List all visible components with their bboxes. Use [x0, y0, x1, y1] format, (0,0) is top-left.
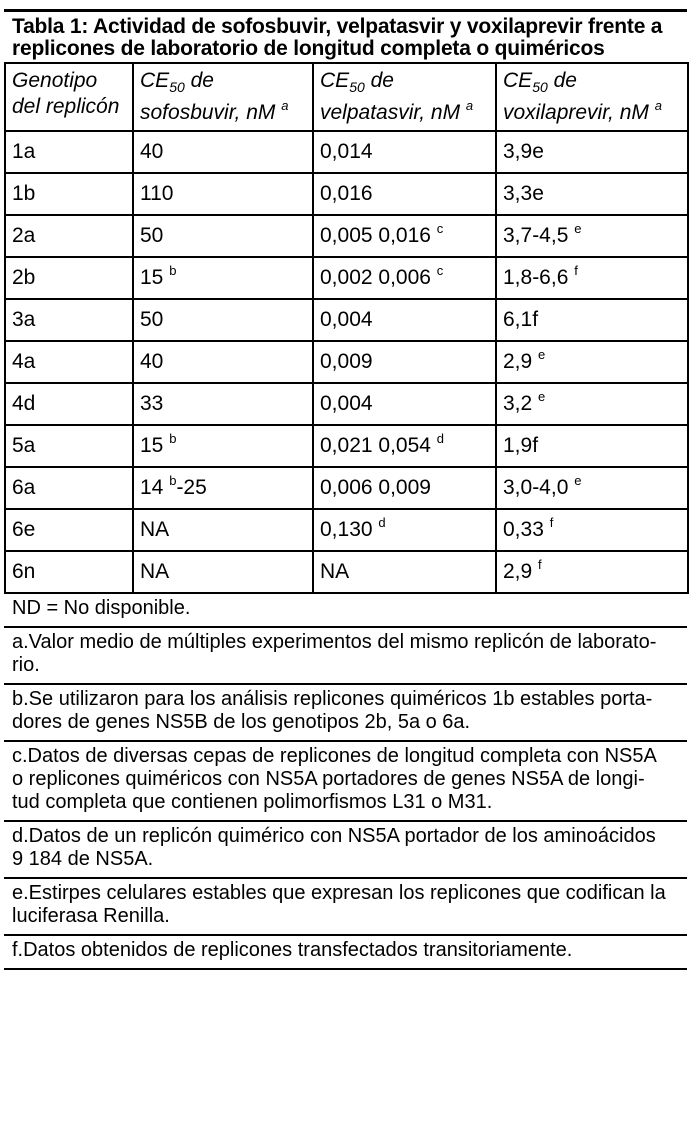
cell-velpatasvir	[313, 551, 496, 593]
cell-voxilaprevir	[496, 299, 688, 341]
footnote: d.Datos de un replicón quimérico con NS5A portador de los aminoácidos 9 184 de NS5A.	[4, 822, 687, 879]
cell-velpatasvir	[313, 215, 496, 257]
cell-value: NA	[140, 560, 170, 583]
cell-velpatasvir	[313, 509, 496, 551]
cell-voxilaprevir	[496, 341, 688, 383]
cell-footnote-mark: f	[574, 263, 578, 278]
cell-footnote-mark: d	[436, 431, 445, 446]
cell-velpatasvir	[313, 173, 496, 215]
cell-value: 4a	[12, 350, 36, 373]
table-row	[5, 131, 688, 173]
cell-value: 0,021 0,054	[320, 434, 437, 457]
cell-value: 3,9e	[503, 140, 544, 163]
table-row	[5, 173, 688, 215]
cell-footnote-mark: e	[574, 221, 582, 236]
cell-value: 6e	[12, 518, 36, 541]
cell-value: 2,9	[503, 560, 539, 583]
cell-voxilaprevir	[496, 173, 688, 215]
header-genotype-line1: Genotipo	[12, 69, 98, 92]
cell-value: 0,004	[320, 392, 373, 415]
header-ce-label: CE	[320, 69, 350, 92]
table-document	[4, 9, 687, 970]
table-row	[5, 509, 688, 551]
cell-value: 2,9	[503, 350, 539, 373]
header-drug-name: voxilaprevir, nM	[503, 101, 655, 124]
cell-footnote-mark: f	[549, 515, 554, 530]
header-ce-label: CE	[503, 69, 533, 92]
cell-value: 14	[140, 476, 170, 499]
cell-value: NA	[140, 518, 170, 541]
header-genotype	[5, 63, 133, 131]
cell-genotype	[5, 383, 133, 425]
cell-sofosbuvir	[133, 257, 313, 299]
cell-value: 6a	[12, 476, 36, 499]
footnote: f.Datos obtenidos de replicones transfectados transitoriamente.	[4, 936, 687, 970]
cell-sofosbuvir	[133, 341, 313, 383]
cell-value: 40	[140, 350, 164, 373]
cell-voxilaprevir	[496, 383, 688, 425]
cell-sofosbuvir	[133, 215, 313, 257]
cell-value: 0,002 0,006	[320, 266, 437, 289]
cell-velpatasvir	[313, 467, 496, 509]
cell-value: 0,005 0,016	[320, 224, 437, 247]
cell-footnote-mark: e	[538, 389, 546, 404]
cell-voxilaprevir	[496, 509, 688, 551]
cell-value: 40	[140, 140, 164, 163]
cell-value: 15	[140, 434, 170, 457]
header-de: de	[184, 69, 214, 92]
cell-value: 0,33	[503, 518, 550, 541]
header-drug-name: sofosbuvir, nM	[140, 101, 282, 124]
cell-genotype	[5, 551, 133, 593]
note-nd: ND = No disponible.	[4, 594, 687, 628]
cell-value: 3,0-4,0	[503, 476, 575, 499]
table-row	[5, 467, 688, 509]
cell-value: 3,7-4,5	[503, 224, 575, 247]
cell-footnote-mark: b	[169, 473, 177, 488]
cell-sofosbuvir	[133, 173, 313, 215]
cell-value: 6,1f	[503, 308, 539, 331]
cell-value: 50	[140, 308, 164, 331]
footnote: c.Datos de diversas cepas de replicones de longitud completa con NS5A o replicones quiméricos con NS5A portadores de genes NS5A de longi- tud completa que contienen polimorfismos L31 o M31.	[4, 742, 687, 822]
cell-genotype	[5, 509, 133, 551]
cell-value: 50	[140, 224, 164, 247]
cell-value: 0,006 0,009	[320, 476, 431, 499]
cell-velpatasvir	[313, 131, 496, 173]
cell-value: 15	[140, 266, 170, 289]
cell-genotype	[5, 215, 133, 257]
cell-sofosbuvir	[133, 509, 313, 551]
table-row	[5, 341, 688, 383]
cell-footnote-mark: e	[538, 347, 546, 362]
cell-voxilaprevir	[496, 551, 688, 593]
cell-value: 1,9f	[503, 434, 539, 457]
cell-footnote-mark: b	[169, 431, 177, 446]
table-row	[5, 215, 688, 257]
header-velpatasvir	[313, 63, 496, 131]
cell-value: 1b	[12, 182, 36, 205]
cell-value: 0,004	[320, 308, 373, 331]
footnotes	[4, 594, 687, 970]
cell-value: 2a	[12, 224, 36, 247]
cell-genotype	[5, 131, 133, 173]
header-sofosbuvir	[133, 63, 313, 131]
cell-value: 0,016	[320, 182, 373, 205]
cell-footnote-mark: c	[436, 221, 444, 236]
header-voxilaprevir	[496, 63, 688, 131]
cell-voxilaprevir	[496, 257, 688, 299]
table-row	[5, 551, 688, 593]
cell-genotype	[5, 173, 133, 215]
cell-velpatasvir	[313, 299, 496, 341]
header-footnote-mark: a	[281, 98, 289, 113]
cell-value: 1a	[12, 140, 36, 163]
cell-sofosbuvir	[133, 131, 313, 173]
table-row	[5, 425, 688, 467]
cell-value: 5a	[12, 434, 36, 457]
cell-genotype	[5, 299, 133, 341]
cell-value: 6n	[12, 560, 36, 583]
cell-voxilaprevir	[496, 131, 688, 173]
table-row	[5, 383, 688, 425]
cell-genotype	[5, 467, 133, 509]
table-title: Tabla 1: Actividad de sofosbuvir, velpatasvir y voxilaprevir frente a replicones de laboratorio de longitud completa o quiméricos	[12, 15, 663, 60]
header-footnote-mark: a	[654, 98, 662, 113]
cell-genotype	[5, 257, 133, 299]
cell-sofosbuvir	[133, 551, 313, 593]
cell-value: 3,3e	[503, 182, 544, 205]
cell-genotype	[5, 341, 133, 383]
header-ce-label: CE	[140, 69, 170, 92]
header-drug-name: velpatasvir, nM	[320, 101, 466, 124]
cell-value: 0,014	[320, 140, 373, 163]
cell-value: 4d	[12, 392, 36, 415]
header-subscript: 50	[349, 79, 365, 95]
cell-voxilaprevir	[496, 467, 688, 509]
footnote: a.Valor medio de múltiples experimentos del mismo replicón de laborato- rio.	[4, 628, 687, 685]
cell-velpatasvir	[313, 341, 496, 383]
cell-value: 33	[140, 392, 164, 415]
cell-value: 2b	[12, 266, 36, 289]
cell-genotype	[5, 425, 133, 467]
cell-value-suffix: -25	[176, 476, 207, 499]
cell-value: NA	[320, 560, 350, 583]
cell-value: 0,130	[320, 518, 379, 541]
table-row	[5, 257, 688, 299]
header-de: de	[547, 69, 577, 92]
footnote: e.Estirpes celulares estables que expresan los replicones que codifican la luciferasa Renilla.	[4, 879, 687, 936]
cell-footnote-mark: b	[169, 263, 177, 278]
cell-value: 1,8-6,6	[503, 266, 575, 289]
cell-value: 110	[140, 182, 174, 205]
cell-velpatasvir	[313, 257, 496, 299]
cell-footnote-mark: e	[574, 473, 582, 488]
header-genotype-line2: del replicón	[12, 95, 120, 118]
footnote: b.Se utilizaron para los análisis replicones quiméricos 1b estables porta- dores de genes NS5B de los genotipos 2b, 5a o 6a.	[4, 685, 687, 742]
data-table	[4, 62, 689, 594]
cell-voxilaprevir	[496, 215, 688, 257]
cell-sofosbuvir	[133, 383, 313, 425]
cell-value: 3,2	[503, 392, 539, 415]
cell-value: 0,009	[320, 350, 373, 373]
cell-sofosbuvir	[133, 299, 313, 341]
cell-sofosbuvir	[133, 425, 313, 467]
header-de: de	[364, 69, 394, 92]
cell-velpatasvir	[313, 383, 496, 425]
header-footnote-mark: a	[465, 98, 474, 113]
cell-footnote-mark: d	[378, 515, 386, 530]
cell-velpatasvir	[313, 425, 496, 467]
cell-sofosbuvir	[133, 467, 313, 509]
header-row	[5, 63, 688, 131]
cell-value: 3a	[12, 308, 36, 331]
cell-footnote-mark: f	[538, 557, 542, 572]
cell-footnote-mark: c	[436, 263, 444, 278]
header-subscript: 50	[532, 79, 548, 95]
cell-voxilaprevir	[496, 425, 688, 467]
table-row	[5, 299, 688, 341]
header-subscript: 50	[169, 79, 185, 95]
